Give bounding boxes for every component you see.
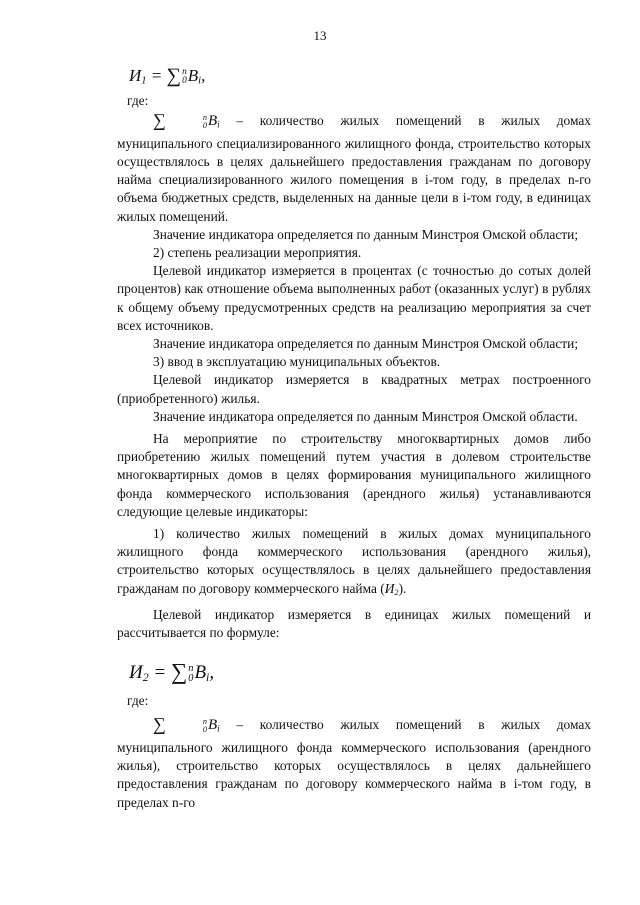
paragraph-1: Значение индикатора определяется по данным Минстроя Омской области; (153, 226, 579, 242)
paragraph-3: Целевой индикатор измеряется в процентах (с точностью до сотых долей процентов) как отношение объема выполненных работ (оказанных услуг) в рублях к общему объему предусмотренных средств на реализацию мероприятия за счет всех источников. (117, 263, 591, 333)
formula-eq: = (153, 662, 167, 684)
formula-term-sub: i (206, 671, 210, 685)
sum-limits: n 0 (182, 67, 187, 87)
where-label-1: где: (127, 93, 149, 108)
where-label-2: где: (127, 693, 149, 709)
formula-trail: , (201, 66, 206, 85)
paragraph-6: Целевой индикатор измеряется в квадратных метрах построенного (приобретенного) жилья. (117, 372, 591, 406)
formula-eq: = (150, 66, 163, 85)
page-number: 13 (313, 28, 327, 43)
inline-sum-2: ∑ n 0 $B_i$ (153, 714, 220, 735)
inline-sum-1: ∑ n 0 $B_i$ (153, 110, 220, 131)
formula-term: B (194, 662, 207, 684)
definition-1 (117, 110, 591, 226)
formula-indicator-2 (129, 656, 591, 692)
inline-indicator-2: $И_2$ (384, 580, 399, 597)
formula-lhs: И (129, 662, 143, 684)
document-body (117, 62, 591, 812)
paragraph-4: Значение индикатора определяется по данным Минстроя Омской области; (153, 335, 579, 351)
paragraph-9: 1) количество жилых помещений в жилых домах муниципального жилищного фонда коммерческого использования (арендного жилья), строительство которых осуществлялось в целях дальнейшего предоставления гражданам по договору коммерческого найма $(И_2)$. (117, 525, 591, 597)
paragraph-2: 2) степень реализации мероприятия. (153, 244, 362, 260)
formula-term: B (187, 66, 199, 85)
paragraph-7: Значение индикатора определяется по данным Минстроя Омской области. (153, 408, 578, 424)
formula-lhs: И (129, 66, 142, 85)
formula-trail: , (209, 662, 215, 684)
paragraph-8: На мероприятие по строительству многоквартирных домов либо приобретению жилых помещений путем участия в долевом строительстве многоквартирных домов в целях формирования муниципального жилищного фонда коммерческого использования (арендного жилья) устанавливаются следующие целевые индикаторы: (117, 430, 591, 519)
formula-indicator-1 (129, 62, 591, 92)
paragraph-10: Целевой индикатор измеряется в единицах жилых помещений и рассчитывается по формуле: (117, 606, 591, 641)
formula-lhs-sub: 2 (142, 671, 149, 685)
formula-lhs-sub: 1 (141, 75, 147, 87)
sum-symbol: ∑ (166, 65, 182, 87)
paragraph-5: 3) ввод в эксплуатацию муниципальных объектов. (153, 354, 441, 370)
definition-2-text: – количество жилых помещений в жилых домах муниципального жилищного фонда коммерческого использования (арендного жилья), строительство которых осуществлялось в целях дальнейшего предоставления гражданам по договору коммерческого найма в i-том году, в пределах n-го (117, 717, 591, 810)
definition-2 (117, 714, 591, 811)
definition-1-text: – количество жилых помещений в жилых домах муниципального специализированного жилищного фонда, строительство которых осуществлялось в целях дальнейшего предоставления гражданам по договору найма специализированного жилого помещения в i-том году, в пределах n-го объема бюджетных средств, выделенных на данные цели в i-том году, в единицах жилых помещений. (117, 113, 591, 224)
formula-term-sub: i (198, 75, 202, 87)
sum-symbol: ∑ (170, 659, 188, 685)
sum-limits: n 0 (188, 662, 194, 684)
